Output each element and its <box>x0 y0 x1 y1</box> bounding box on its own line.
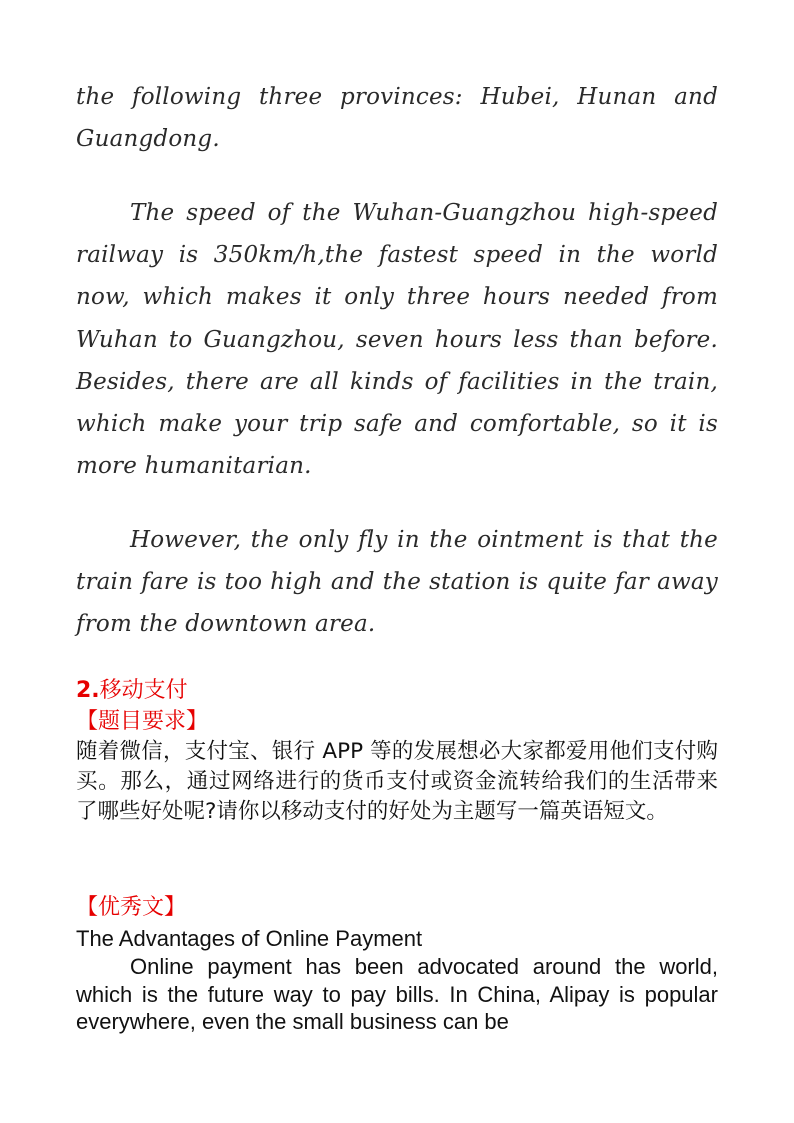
sample-essay-label: 【优秀文】 <box>76 895 187 920</box>
section-number: 2. <box>76 678 100 703</box>
requirement-label: 【题目要求】 <box>76 709 209 734</box>
essay-paragraph-2: The speed of the Wuhan-Guangzhou high-speed railway is 350km/h,the fastest speed in the world now, which makes it only three hours needed from Wuhan to Guangzhou, seven hours less than before. Besides, there are all kinds of facilities in the train, which make your trip safe and comfortable, so it is more humanitarian. <box>76 200 718 480</box>
sample-essay-title: The Advantages of Online Payment <box>76 926 423 951</box>
essay-paragraph-3: However, the only fly in the ointment is that the train fare is too high and the station is quite far away from the downtown area. <box>76 527 718 638</box>
essay-paragraph-1: the following three provinces: Hubei, Hunan and Guangdong. <box>76 84 718 153</box>
section-title: 移动支付 <box>99 678 188 703</box>
section-heading <box>76 676 188 706</box>
sample-essay-body: Online payment has been advocated around the world, which is the future way to pay bills. In China, Alipay is popular everywhere, even the small business can be <box>76 954 718 1034</box>
requirement-text: 随着微信，支付宝、银行 APP 等的发展想必大家都爱用他们支付购买。那么，通过网络进行的货币支付或资金流转给我们的生活带来了哪些好处呢?请你以移动支付的好处为主题写一篇英语短文。 <box>76 739 718 824</box>
